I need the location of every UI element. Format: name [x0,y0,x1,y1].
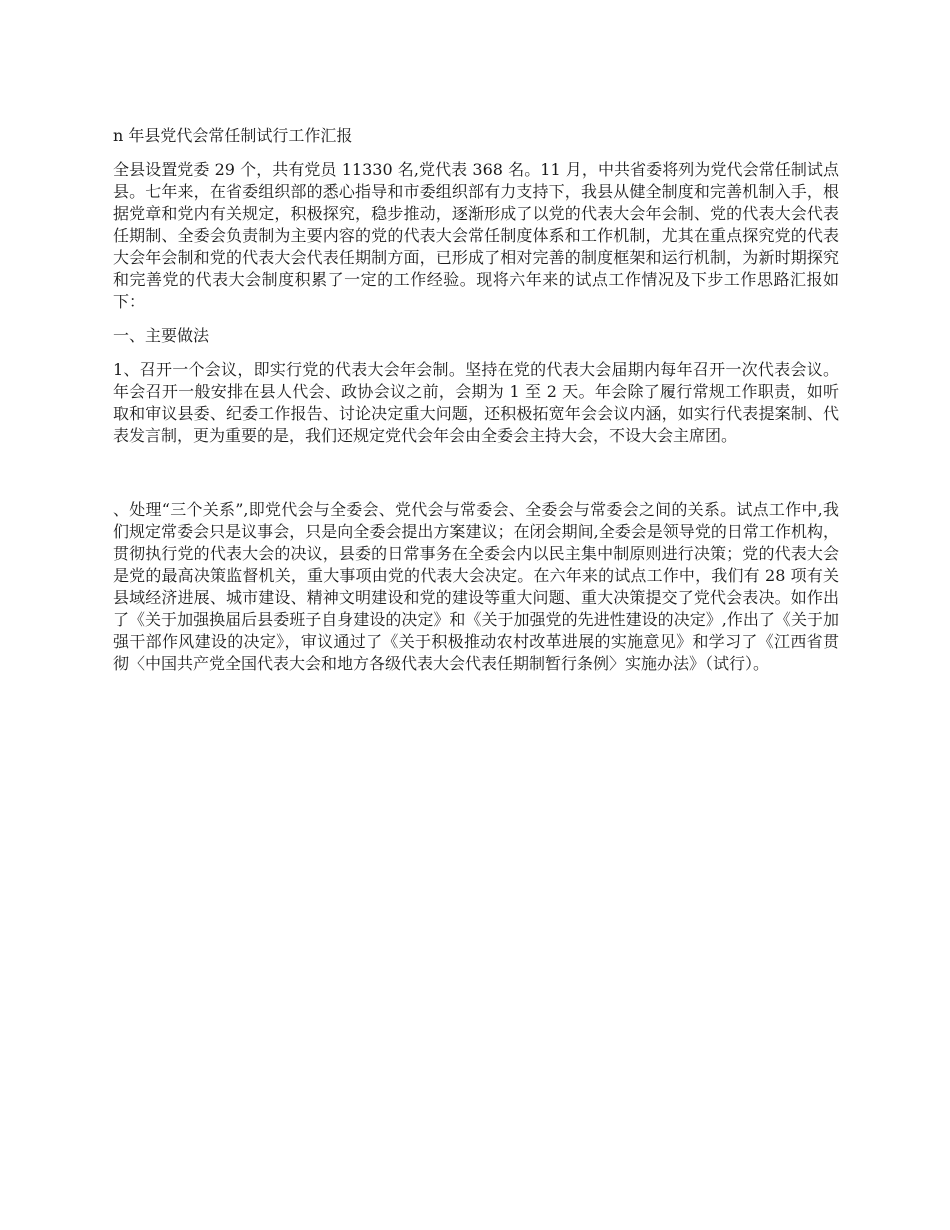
paragraph-spacer [113,459,839,499]
document-body [113,124,839,687]
point-2-paragraph: 、处理“三个关系”,即党代会与全委会、党代会与常委会、全委会与常委会之间的关系。试点工作中,我们规定常委会只是议事会，只是向全委会提出方案建议；在闭会期间,全委会是领导党的日常工作机构，贯彻执行党的代表大会的决议，县委的日常事务在全委会内以民主集中制原则进行决策；党的代表大会是党的最高决策监督机关，重大事项由党的代表大会决定。在六年来的试点工作中，我们有 28 项有关县域经济进展、城市建设、精神文明建设和党的建设等重大问题、重大决策提交了党代会表决。如作出了《关于加强换届后县委班子自身建设的决定》和《关于加强党的先进性建设的决定》,作出了《关于加强干部作风建设的决定》，审议通过了《关于积极推动农村改革进展的实施意见》和学习了《江西省贯彻〈中国共产党全国代表大会和地方各级代表大会代表任期制暂行条例〉实施办法》（试行）。 [113,500,839,673]
section-heading-main-practices: 一、主要做法 [113,326,210,345]
point-1-paragraph: 1、召开一个会议，即实行党的代表大会年会制。坚持在党的代表大会届期内每年召开一次代表会议。年会召开一般安排在县人代会、政协会议之前，会期为 1 至 2 天。年会除了履行常规工作职责，如听取和审议县委、纪委工作报告、讨论决定重大问题，还积极拓宽年会会议内涵，如实行代表提案制、代表发言制，更为重要的是，我们还规定党代会年会由全委会主持大会，不设大会主席团。 [113,360,839,445]
intro-paragraph: 全县设置党委 29 个，共有党员 11330 名,党代表 368 名。11 月，中共省委将列为党代会常任制试点县。七年来，在省委组织部的悉心指导和市委组织部有力支持下，我县从健全制度和完善机制入手，根据党章和党内有关规定，积极探究，稳步推动，逐渐形成了以党的代表大会年会制、党的代表大会代表任期制、全委会负责制为主要内容的党的代表大会常任制度体系和工作机制，尤其在重点探究党的代表大会年会制和党的代表大会代表任期制方面，已形成了相对完善的制度框架和运行机制，为新时期探究和完善党的代表大会制度积累了一定的工作经验。现将六年来的试点工作情况及下步工作思路汇报如下： [113,160,839,311]
document-title: n 年县党代会常任制试行工作汇报 [113,126,353,145]
